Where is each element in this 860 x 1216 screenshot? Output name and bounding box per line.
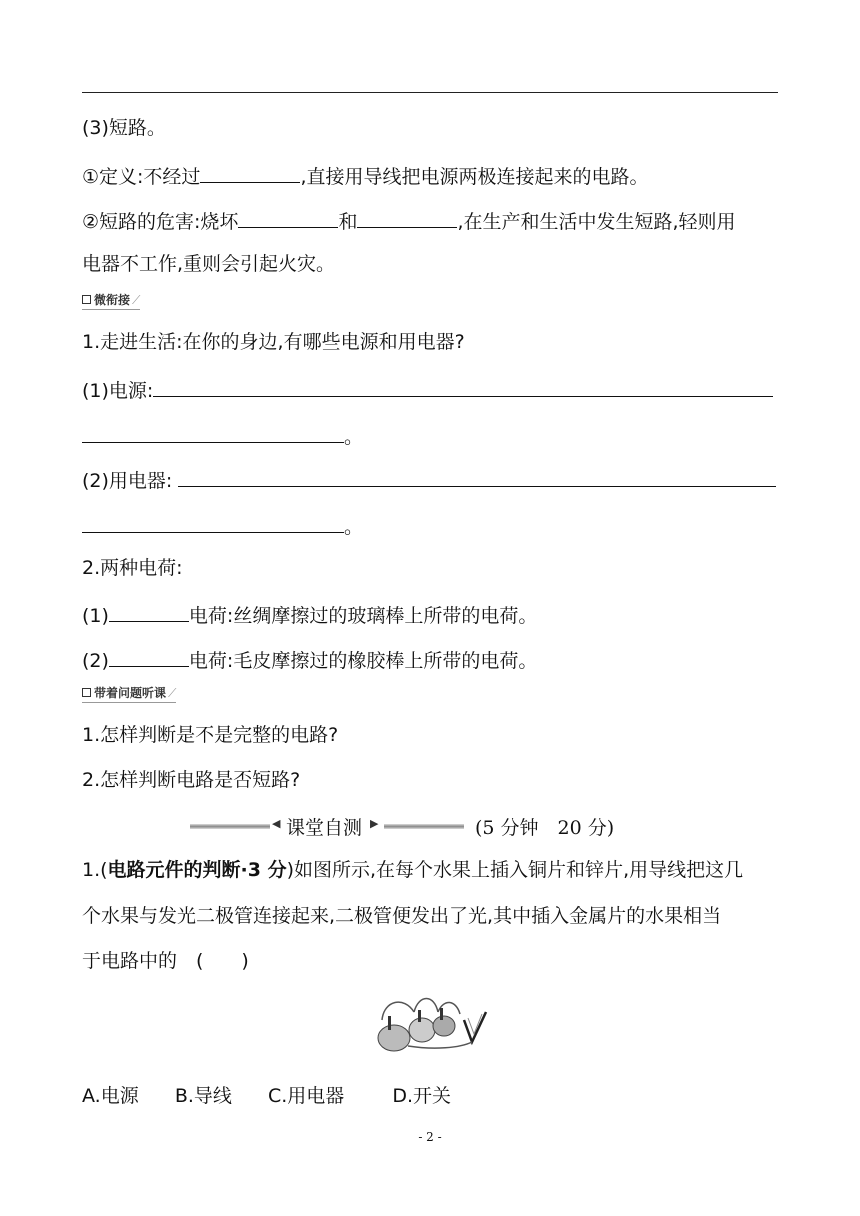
section-title: 课堂自测 (286, 817, 363, 839)
answer-blank[interactable] (357, 207, 457, 228)
right-arrow-icon: ▶ (370, 817, 379, 830)
definition-line: ①定义:不经过 ,直接用导线把电源两极连接起来的电路。 (82, 162, 648, 189)
slash-icon: ⟋ (168, 686, 177, 700)
header-rule (82, 92, 778, 93)
option-c[interactable]: C.用电器 (267, 1085, 345, 1107)
question-1-line-1: 1.(电路元件的判断·3 分)如图所示,在每个水果上插入铜片和锌片,用导线把这几 (82, 859, 744, 881)
harm-line: ②短路的危害:烧坏 和 ,在生产和生活中发生短路,轻则用 (82, 207, 736, 234)
power-source-line: (1)电源: (82, 376, 773, 403)
section-header (190, 813, 630, 839)
short-circuit-heading: (3)短路。 (82, 117, 166, 139)
option-a[interactable]: A.电源 (82, 1085, 139, 1107)
listen-question-1: 1.怎样判断是不是完整的电路? (82, 724, 339, 746)
with-questions-tag: 带着问题听课 ⟋ (82, 686, 176, 703)
answer-blank[interactable] (153, 376, 773, 397)
harm-line-2: 电器不工作,重则会引起火灾。 (82, 253, 336, 275)
appliance-line: (2)用电器: (82, 466, 776, 493)
question-topic: 电路元件的判断·3 分 (107, 859, 287, 881)
micro-question-2: 2.两种电荷: (82, 557, 183, 579)
section-bar-left (190, 824, 270, 829)
square-icon (82, 295, 91, 304)
fruit-battery-figure (364, 990, 494, 1054)
option-d[interactable]: D.开关 (392, 1085, 452, 1107)
square-icon (82, 688, 91, 697)
answer-blank[interactable] (109, 601, 189, 622)
slash-icon: ⟋ (132, 293, 141, 307)
section-time: (5 分钟 20 分) (475, 817, 615, 839)
question-1-line-3: 于电路中的 ( ) (82, 950, 249, 972)
left-arrow-icon: ◀ (272, 817, 281, 830)
answer-blank[interactable] (82, 422, 344, 443)
charge-line-1: (1) 电荷:丝绸摩擦过的玻璃棒上所带的电荷。 (82, 601, 537, 628)
charge-line-2: (2) 电荷:毛皮摩擦过的橡胶棒上所带的电荷。 (82, 646, 537, 673)
power-source-line-2: 。 (82, 422, 363, 449)
micro-link-tag: 微衔接 ⟋ (82, 293, 140, 310)
appliance-line-2: 。 (82, 512, 363, 539)
answer-blank[interactable] (238, 207, 338, 228)
question-1-line-2: 个水果与发光二极管连接起来,二极管便发出了光,其中插入金属片的水果相当 (82, 905, 722, 927)
answer-blank[interactable] (82, 512, 344, 533)
micro-question-1: 1.走进生活:在你的身边,有哪些电源和用电器? (82, 331, 465, 353)
listen-question-2: 2.怎样判断电路是否短路? (82, 769, 301, 791)
answer-blank[interactable] (109, 646, 189, 667)
section-bar-right (384, 824, 464, 829)
option-b[interactable]: B.导线 (174, 1085, 232, 1107)
answer-options (82, 1084, 451, 1108)
page-number: - 2 - (418, 1130, 442, 1144)
answer-blank[interactable] (200, 162, 300, 183)
answer-blank[interactable] (178, 466, 776, 487)
